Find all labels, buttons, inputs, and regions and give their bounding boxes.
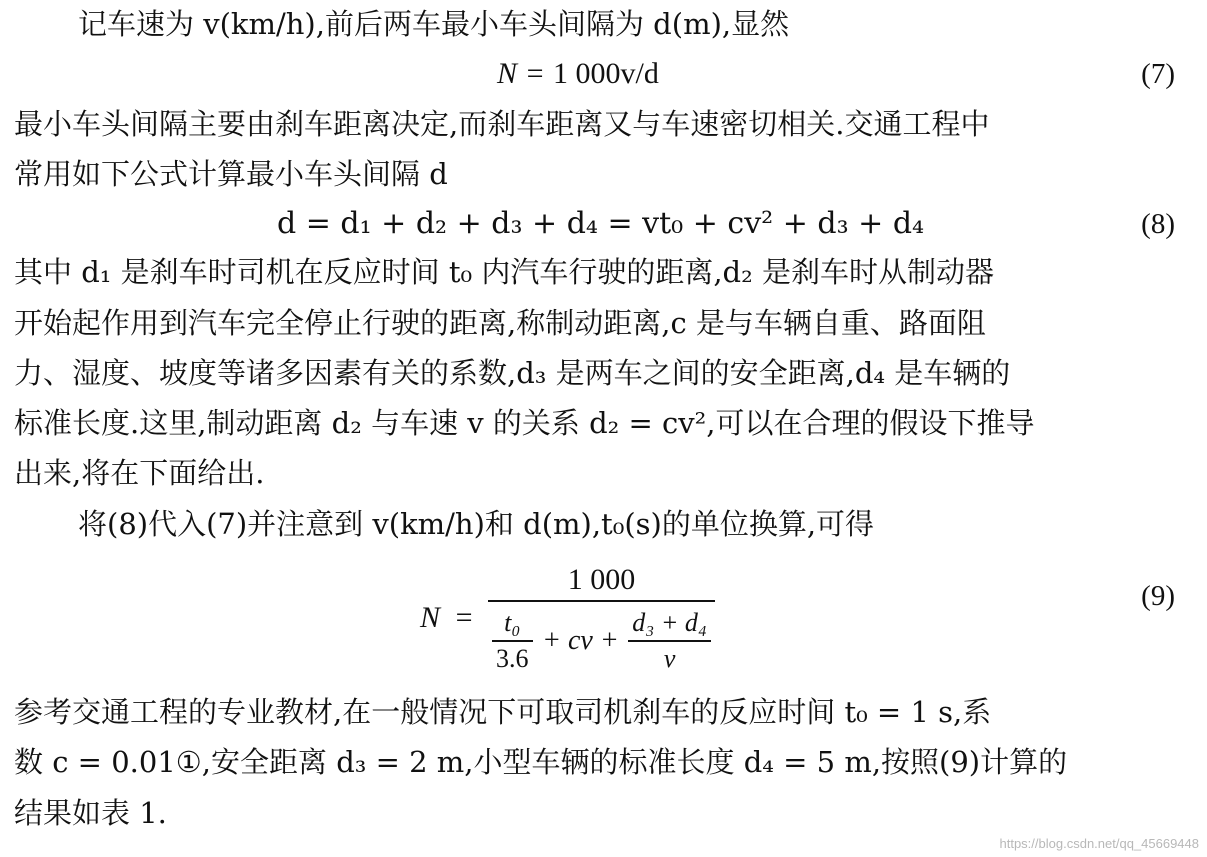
equation-8: d = d₁ + d₂ + d₃ + d₄ = vt₀ + cv² + d₃ + d₄: [277, 206, 925, 241]
eq9-denominator: [488, 600, 715, 676]
paragraph-line: 标准长度.这里,制动距离 d₂ 与车速 v 的关系 d₂ = cv²,可以在合理的假设下推导: [14, 406, 1035, 440]
paragraph-line: 将(8)代入(7)并注意到 v(km/h)和 d(m),t₀(s)的单位换算,可得: [78, 507, 875, 541]
equation-8-number: (8): [1141, 208, 1175, 240]
eq9-d-numerator: d₃ + d₄: [632, 608, 707, 637]
paragraph-line: 数 c = 0.01①,安全距离 d₃ = 2 m,小型车辆的标准长度 d₄ = 5 m,按照(9)计算的: [14, 745, 1068, 779]
eq7-lhs: N: [497, 57, 518, 90]
equation-9-number: (9): [1141, 580, 1175, 612]
eq9-equals: =: [455, 601, 473, 634]
paragraph-line: 开始起作用到汽车完全停止行驶的距离,称制动距离,c 是与车辆自重、路面阻: [14, 306, 986, 340]
eq9-numerator: 1 000: [567, 563, 636, 596]
eq9-t0-fraction: [492, 606, 533, 676]
eq7-rhs: 1 000v/d: [553, 57, 659, 90]
paragraph-line: 力、湿度、坡度等诸多因素有关的系数,d₃ 是两车之间的安全距离,d₄ 是车辆的: [14, 356, 1011, 390]
paragraph-line: 其中 d₁ 是刹车时司机在反应时间 t₀ 内汽车行驶的距离,d₂ 是刹车时从制动器: [14, 255, 994, 289]
eq9-t0: t₀: [504, 608, 521, 637]
equation-7: [497, 54, 659, 94]
eq9-lhs: N: [420, 601, 441, 634]
eq9-main-fraction: [488, 560, 715, 676]
paragraph-intro: 记车速为 v(km/h),前后两车最小车头间隔为 d(m),显然: [78, 7, 790, 41]
equation-9: [420, 560, 715, 676]
paragraph-line: 最小车头间隔主要由刹车距离决定,而刹车距离又与车速密切相关.交通工程中: [14, 107, 990, 141]
paragraph-line: 出来,将在下面给出.: [14, 456, 265, 490]
eq9-middle-terms: + cv +: [542, 625, 619, 656]
eq9-d-fraction: [628, 606, 711, 676]
eq9-t0-denominator: 3.6: [492, 640, 533, 676]
equation-7-number: (7): [1141, 58, 1175, 90]
eq9-d-denominator: v: [628, 640, 711, 676]
paragraph-line: 参考交通工程的专业教材,在一般情况下可取司机刹车的反应时间 t₀ = 1 s,系: [14, 695, 992, 729]
eq7-equals: =: [526, 57, 544, 90]
paragraph-line: 常用如下公式计算最小车头间隔 d: [14, 157, 448, 191]
paragraph-line: 结果如表 1.: [14, 796, 167, 830]
watermark: https://blog.csdn.net/qq_45669448: [999, 836, 1199, 851]
